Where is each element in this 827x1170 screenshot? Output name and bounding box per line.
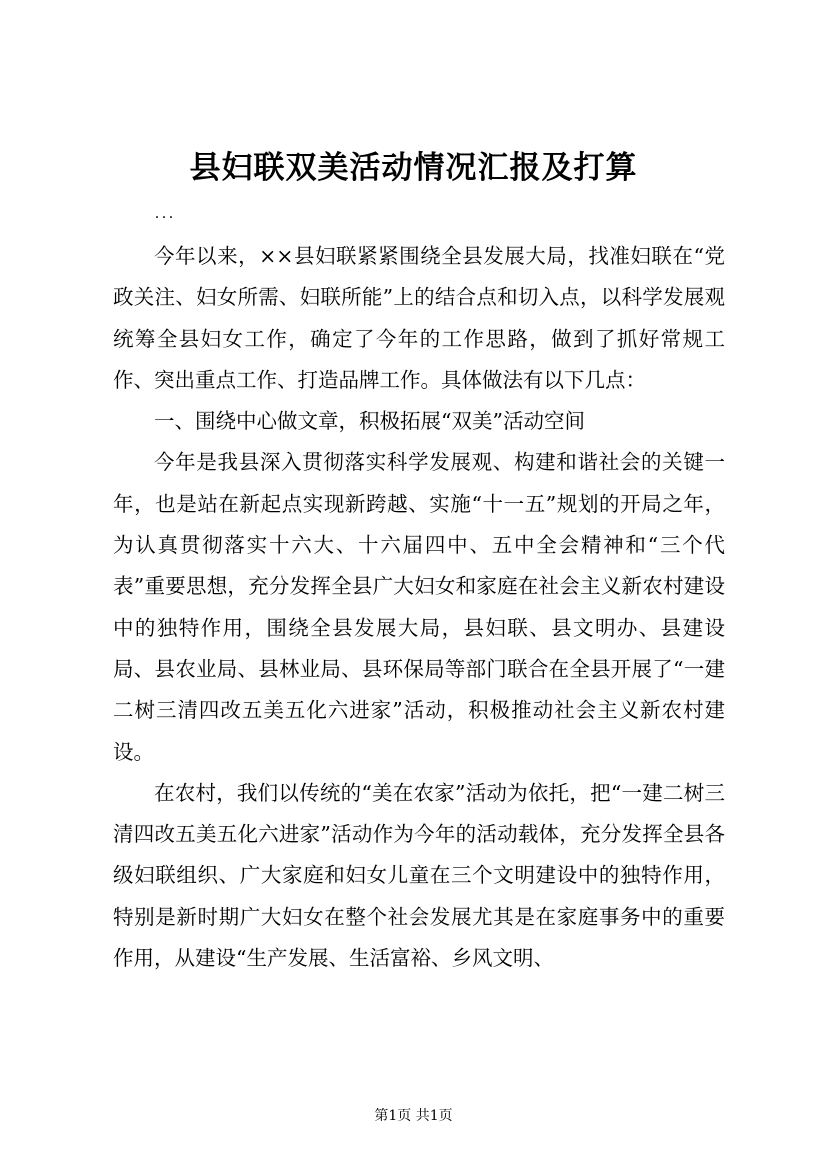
document-title: 县妇联双美活动情况汇报及打算 [189, 150, 638, 186]
page-footer: 第1页 共1页 [374, 1108, 453, 1124]
section-heading-1: 一、围绕中心做文章，积极拓展“双美”活动空间 [154, 409, 585, 434]
ellipsis-mark: ... [155, 205, 176, 222]
paragraph-background: 今年是我县深入贯彻落实科学发展观、构建和谐社会的关键一年，也是站在新起点实现新跨越、实施“十一五”规划的开局之年，为认真贯彻落实十六大、十六届四中、五中全会精神和“三个代表”重要思想，充分发挥全县广大妇女和家庭在社会主义新农村建设中的独特作用，围绕全县发展大局，县妇联、县文明办、县建设局、县农业局、县林业局、县环保局等部门联合在全县开展了“一建二树三清四改五美五化六进家”活动，积极推动社会主义新农村建设。 [113, 450, 725, 764]
paragraph-intro: 今年以来，××县妇联紧紧围绕全县发展大局，找准妇联在“党政关注、妇女所需、妇联所能”上的结合点和切入点，以科学发展观统筹全县妇女工作，确定了今年的工作思路，做到了抓好常规工作、突出重点工作、打造品牌工作。具体做法有以下几点： [113, 244, 725, 392]
paragraph-rural: 在农村，我们以传统的“美在农家”活动为依托，把“一建二树三清四改五美五化六进家”活动作为今年的活动载体，充分发挥全县各级妇联组织、广大家庭和妇女儿童在三个文明建设中的独特作用，特别是新时期广大妇女在整个社会发展尤其是在家庭事务中的重要作用，从建设“生产发展、生活富裕、乡风文明、 [113, 780, 725, 971]
document-body [113, 236, 725, 979]
